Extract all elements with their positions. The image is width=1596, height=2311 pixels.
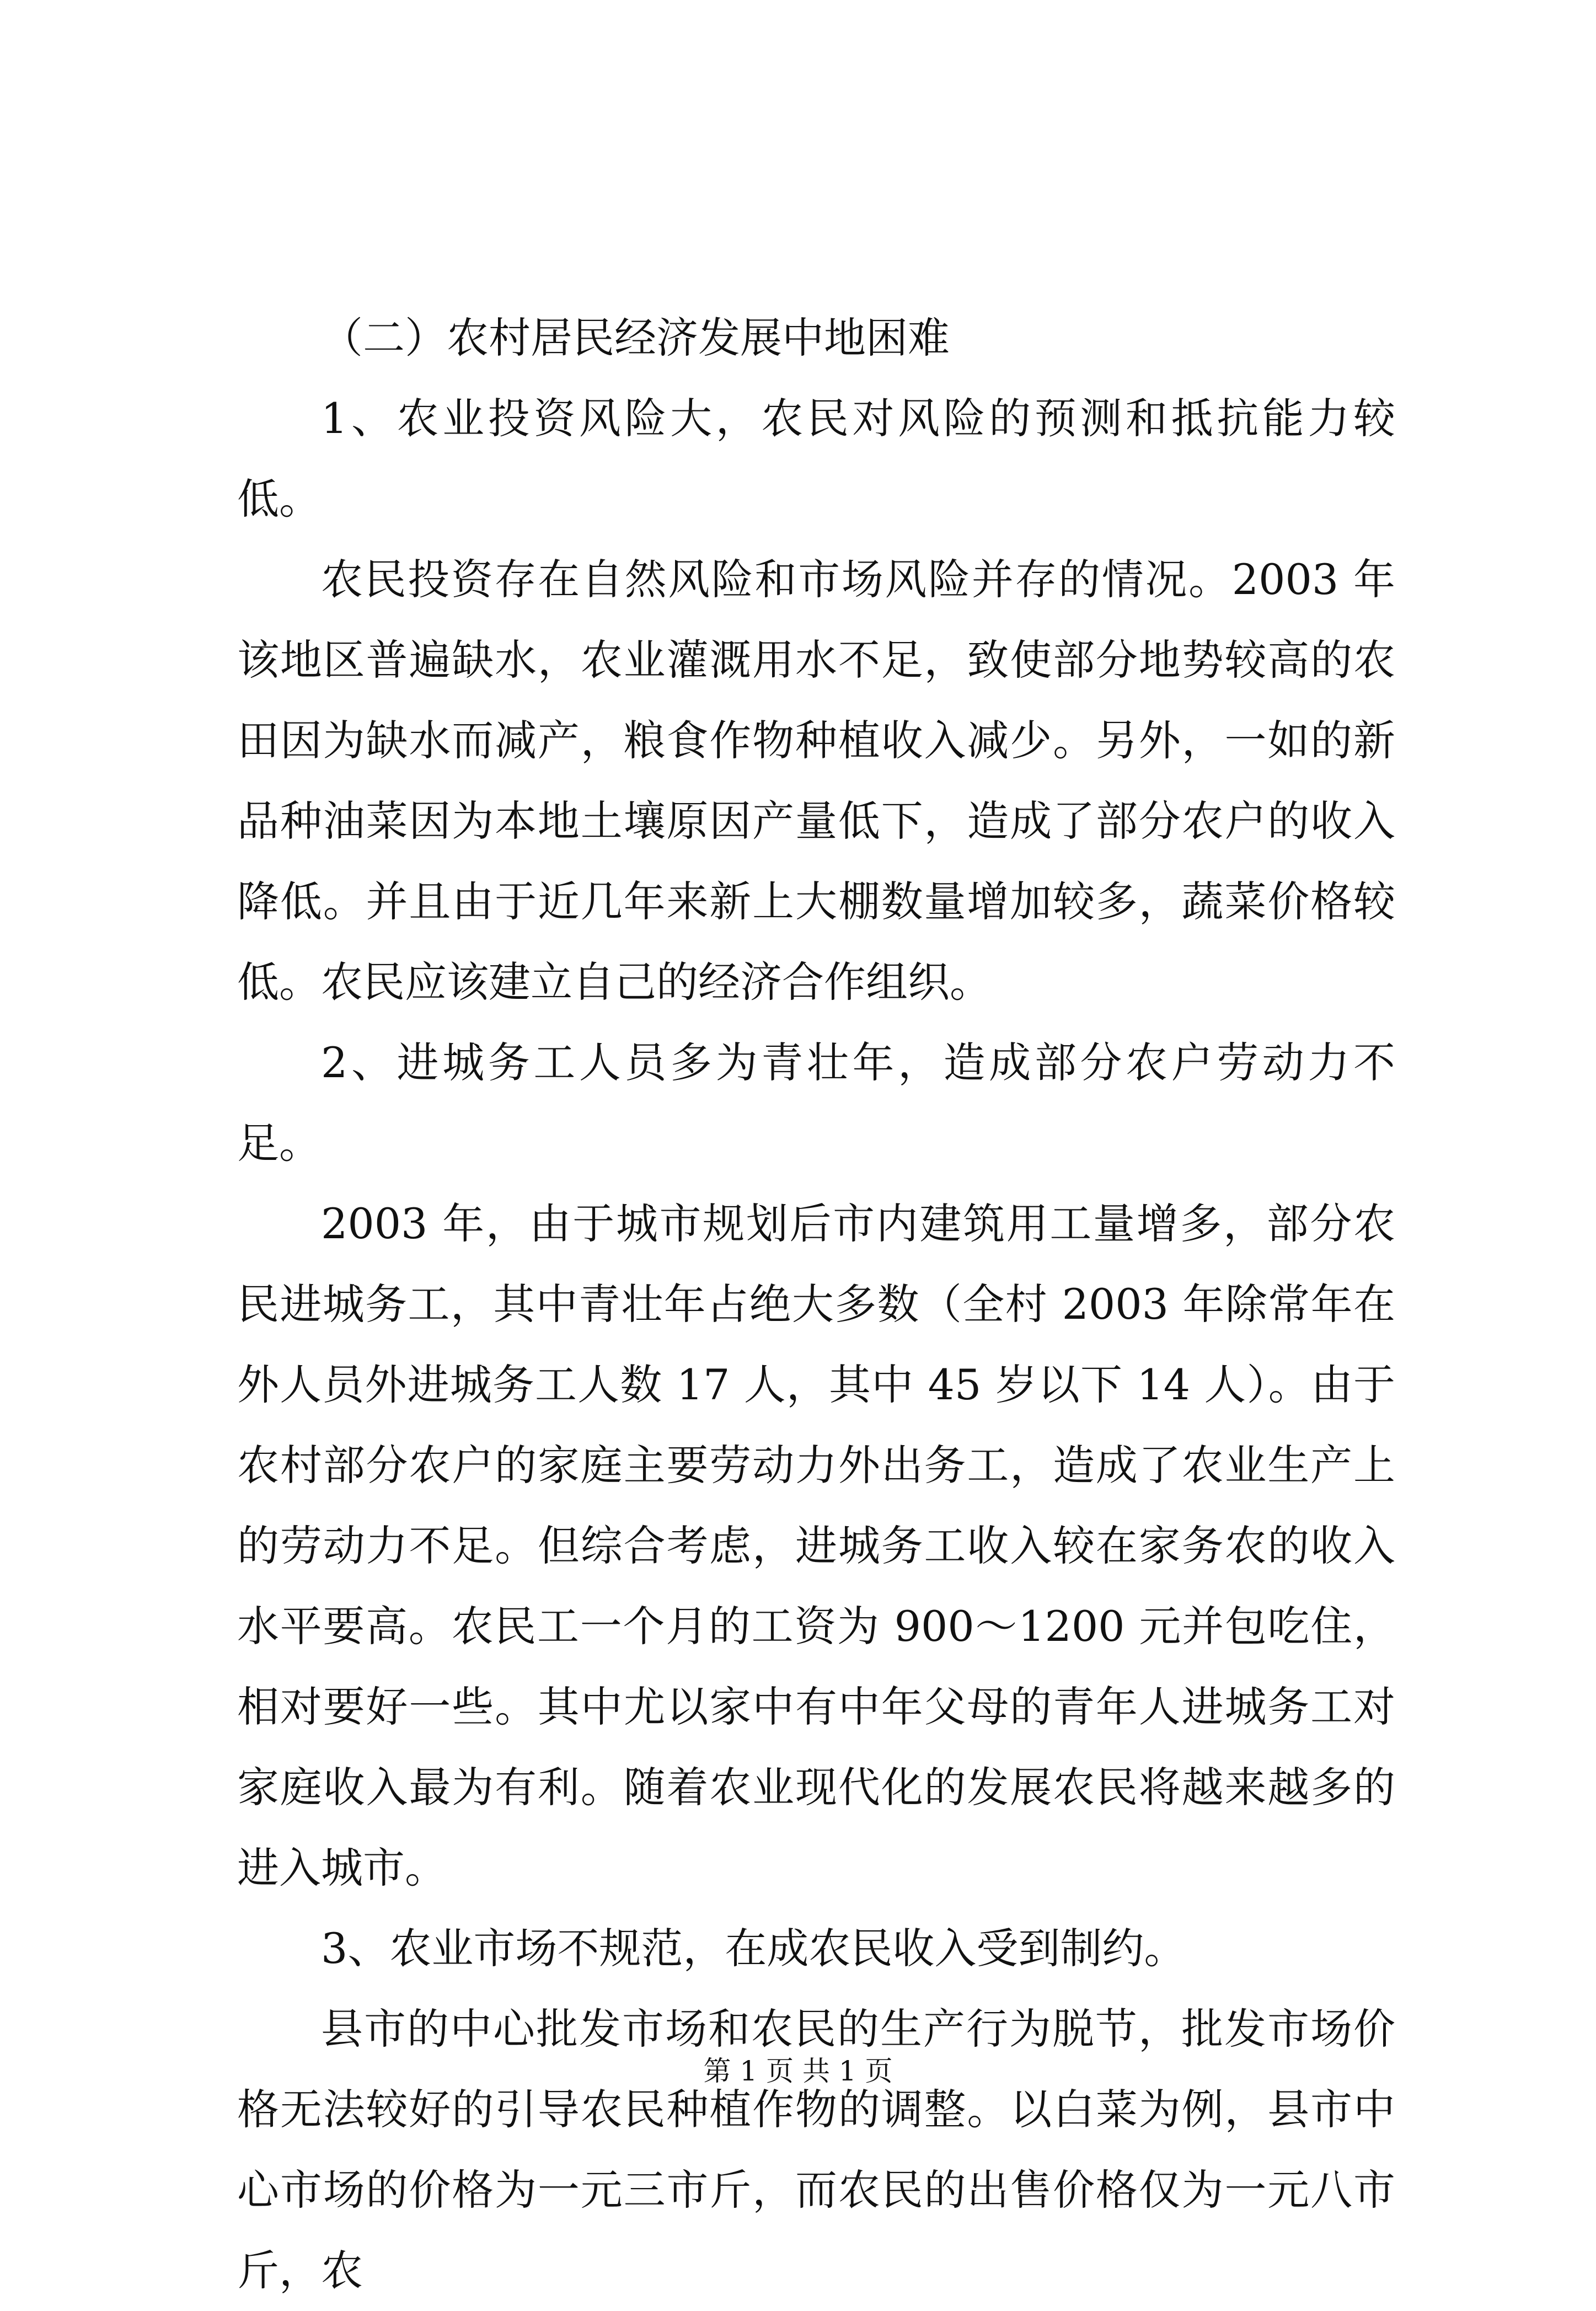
page-footer bbox=[0, 2052, 1596, 2090]
paragraph-2: 2003 年，由于城市规划后市内建筑用工量增多，部分农民进城务工，其中青壮年占绝大多数（全村 2003 年除常年在外人员外进城务工人数 17 人，其中 45 岁以下 14 人）。由于农村部分农户的家庭主要劳动力外出务工，造成了农业生产上的劳动力不足。但综合考虑，进城务工收入较在家务农的收入水平要高。农民工一个月的工资为 900～1200 元并包吃住，相对要好一些。其中尤以家中有中年父母的青年人进城务工对家庭收入最为有利。随着农业现代化的发展农民将越来越多的进入城市。 bbox=[237, 1199, 1395, 1892]
point-heading-1: 1、农业投资风险大，农民对风险的预测和抵抗能力较低。 bbox=[237, 394, 1395, 523]
paragraph-3: 县市的中心批发市场和农民的生产行为脱节，批发市场价格无法较好的引导农民种植作物的调整。以白菜为例，县市中心市场的价格为一元三市斤，而农民的出售价格仅为一元八市斤，农 bbox=[237, 2004, 1395, 2295]
paragraph-1: 农民投资存在自然风险和市场风险并存的情况。2003 年该地区普遍缺水，农业灌溉用水不足，致使部分地势较高的农田因为缺水而减产，粮食作物种植收入减少。另外，一如的新品种油菜因为本地土壤原因产量低下，造成了部分农户的收入降低。并且由于近几年来新上大棚数量增加较多，蔬菜价格较低。农民应该建立自己的经济合作组织。 bbox=[237, 555, 1395, 1007]
document-body bbox=[237, 298, 1395, 2311]
page-number-label: 第 1 页 共 1 页 bbox=[703, 2055, 893, 2087]
point-heading-3: 3、农业市场不规范，在成农民收入受到制约。 bbox=[321, 1924, 1186, 1973]
section-heading: （二）农村居民经济发展中地困难 bbox=[321, 313, 950, 362]
point-heading-2: 2、进城务工人员多为青壮年，造成部分农户劳动力不足。 bbox=[237, 1038, 1395, 1168]
